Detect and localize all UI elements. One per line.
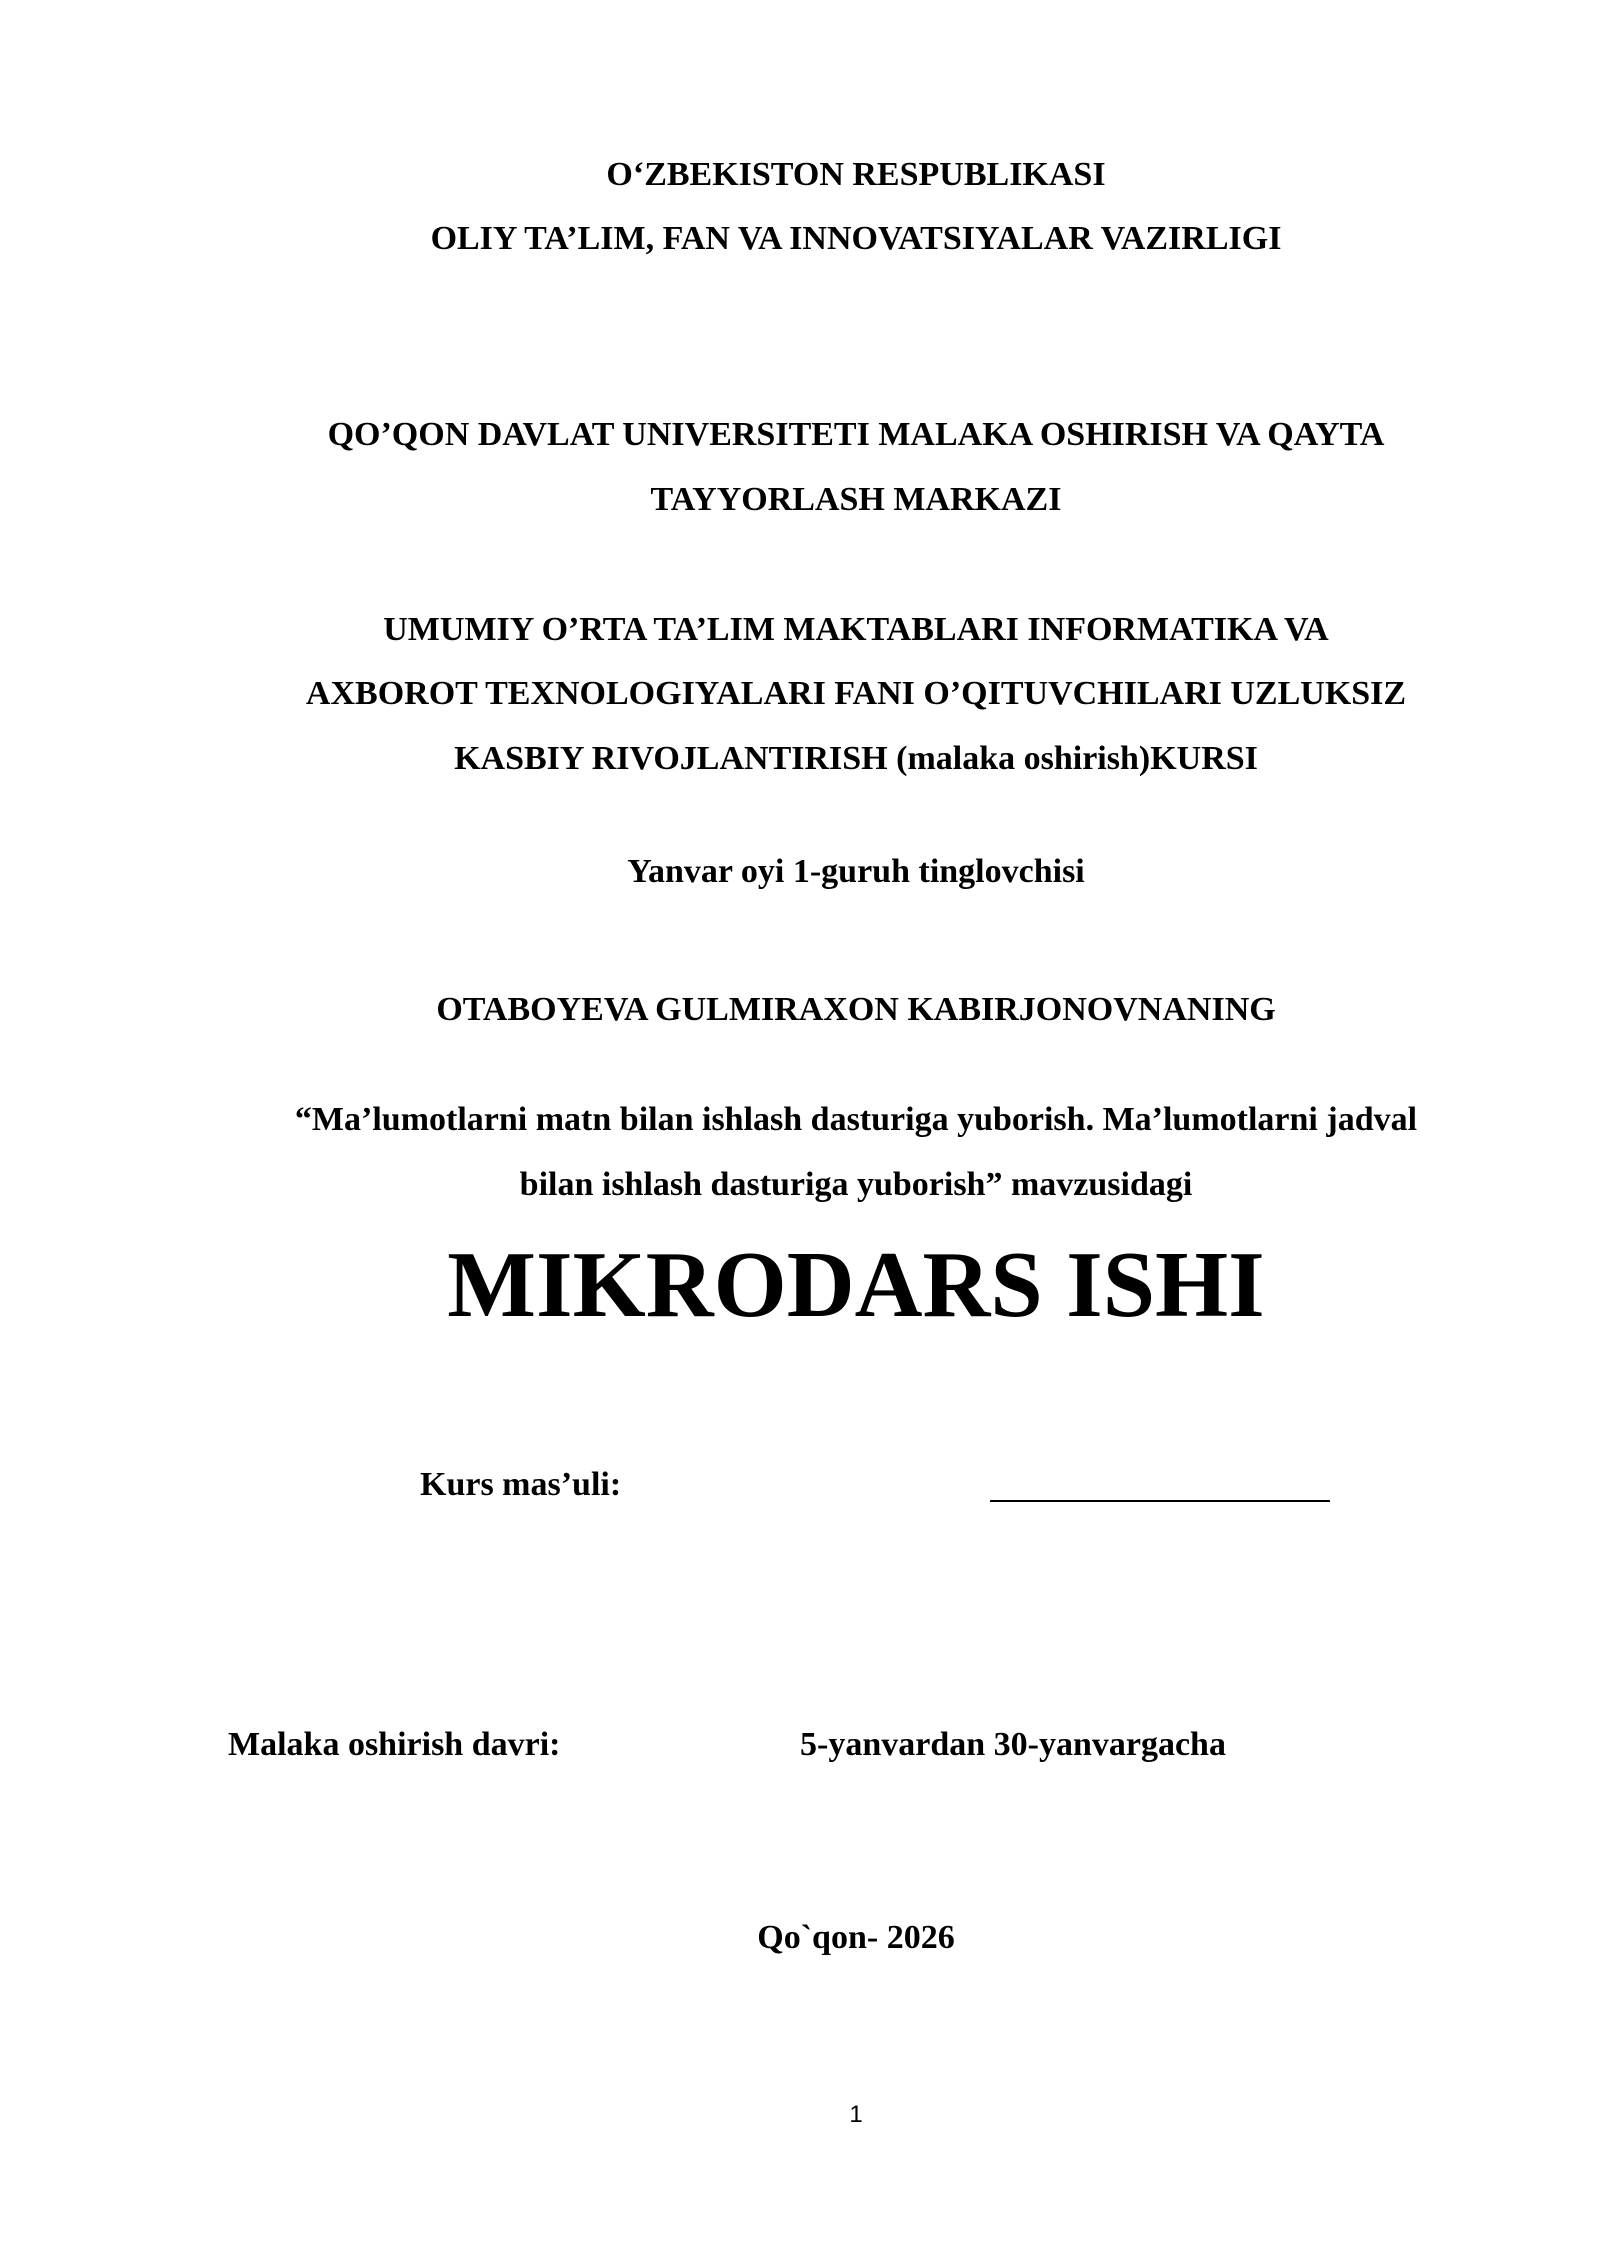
course-line-1: UMUMIY O’RTA TA’LIM MAKTABLARI INFORMATIKA VA [383, 611, 1329, 648]
place-year: Qo`qon- 2026 [757, 1919, 955, 1956]
header-line-1: O‘ZBEKISTON RESPUBLIKASI [606, 156, 1106, 193]
document-title: MIKRODARS ISHI [447, 1233, 1265, 1337]
page-number: 1 [849, 2101, 863, 2128]
institution-line-2: TAYYORLASH MARKAZI [650, 481, 1062, 518]
institution-line-1: QO’QON DAVLAT UNIVERSITETI MALAKA OSHIRISH VA QAYTA [327, 416, 1385, 453]
supervisor-label: Kurs mas’uli: [420, 1466, 622, 1503]
period-label: Malaka oshirish davri: [228, 1726, 561, 1763]
topic-line-2: bilan ishlash dasturiga yuborish” mavzusidagi [519, 1166, 1193, 1203]
topic-line-1: “Ma’lumotlarni matn bilan ishlash dasturiga yuborish. Ma’lumotlarni jadval [294, 1101, 1418, 1138]
course-line-2: AXBOROT TEXNOLOGIYALARI FANI O’QITUVCHILARI UZLUKSIZ [305, 675, 1407, 712]
course-line-3: KASBIY RIVOJLANTIRISH (malaka oshirish)KURSI [454, 740, 1258, 777]
header-line-2: OLIY TA’LIM, FAN VA INNOVATSIYALAR VAZIRLIGI [430, 220, 1282, 257]
supervisor-signature-line [990, 1500, 1330, 1502]
group-label: Yanvar oyi 1-guruh tinglovchisi [627, 853, 1085, 890]
author-name: OTABOYEVA GULMIRAXON KABIRJONOVNANING [436, 991, 1276, 1028]
period-value: 5-yanvardan 30-yanvargacha [800, 1726, 1226, 1763]
